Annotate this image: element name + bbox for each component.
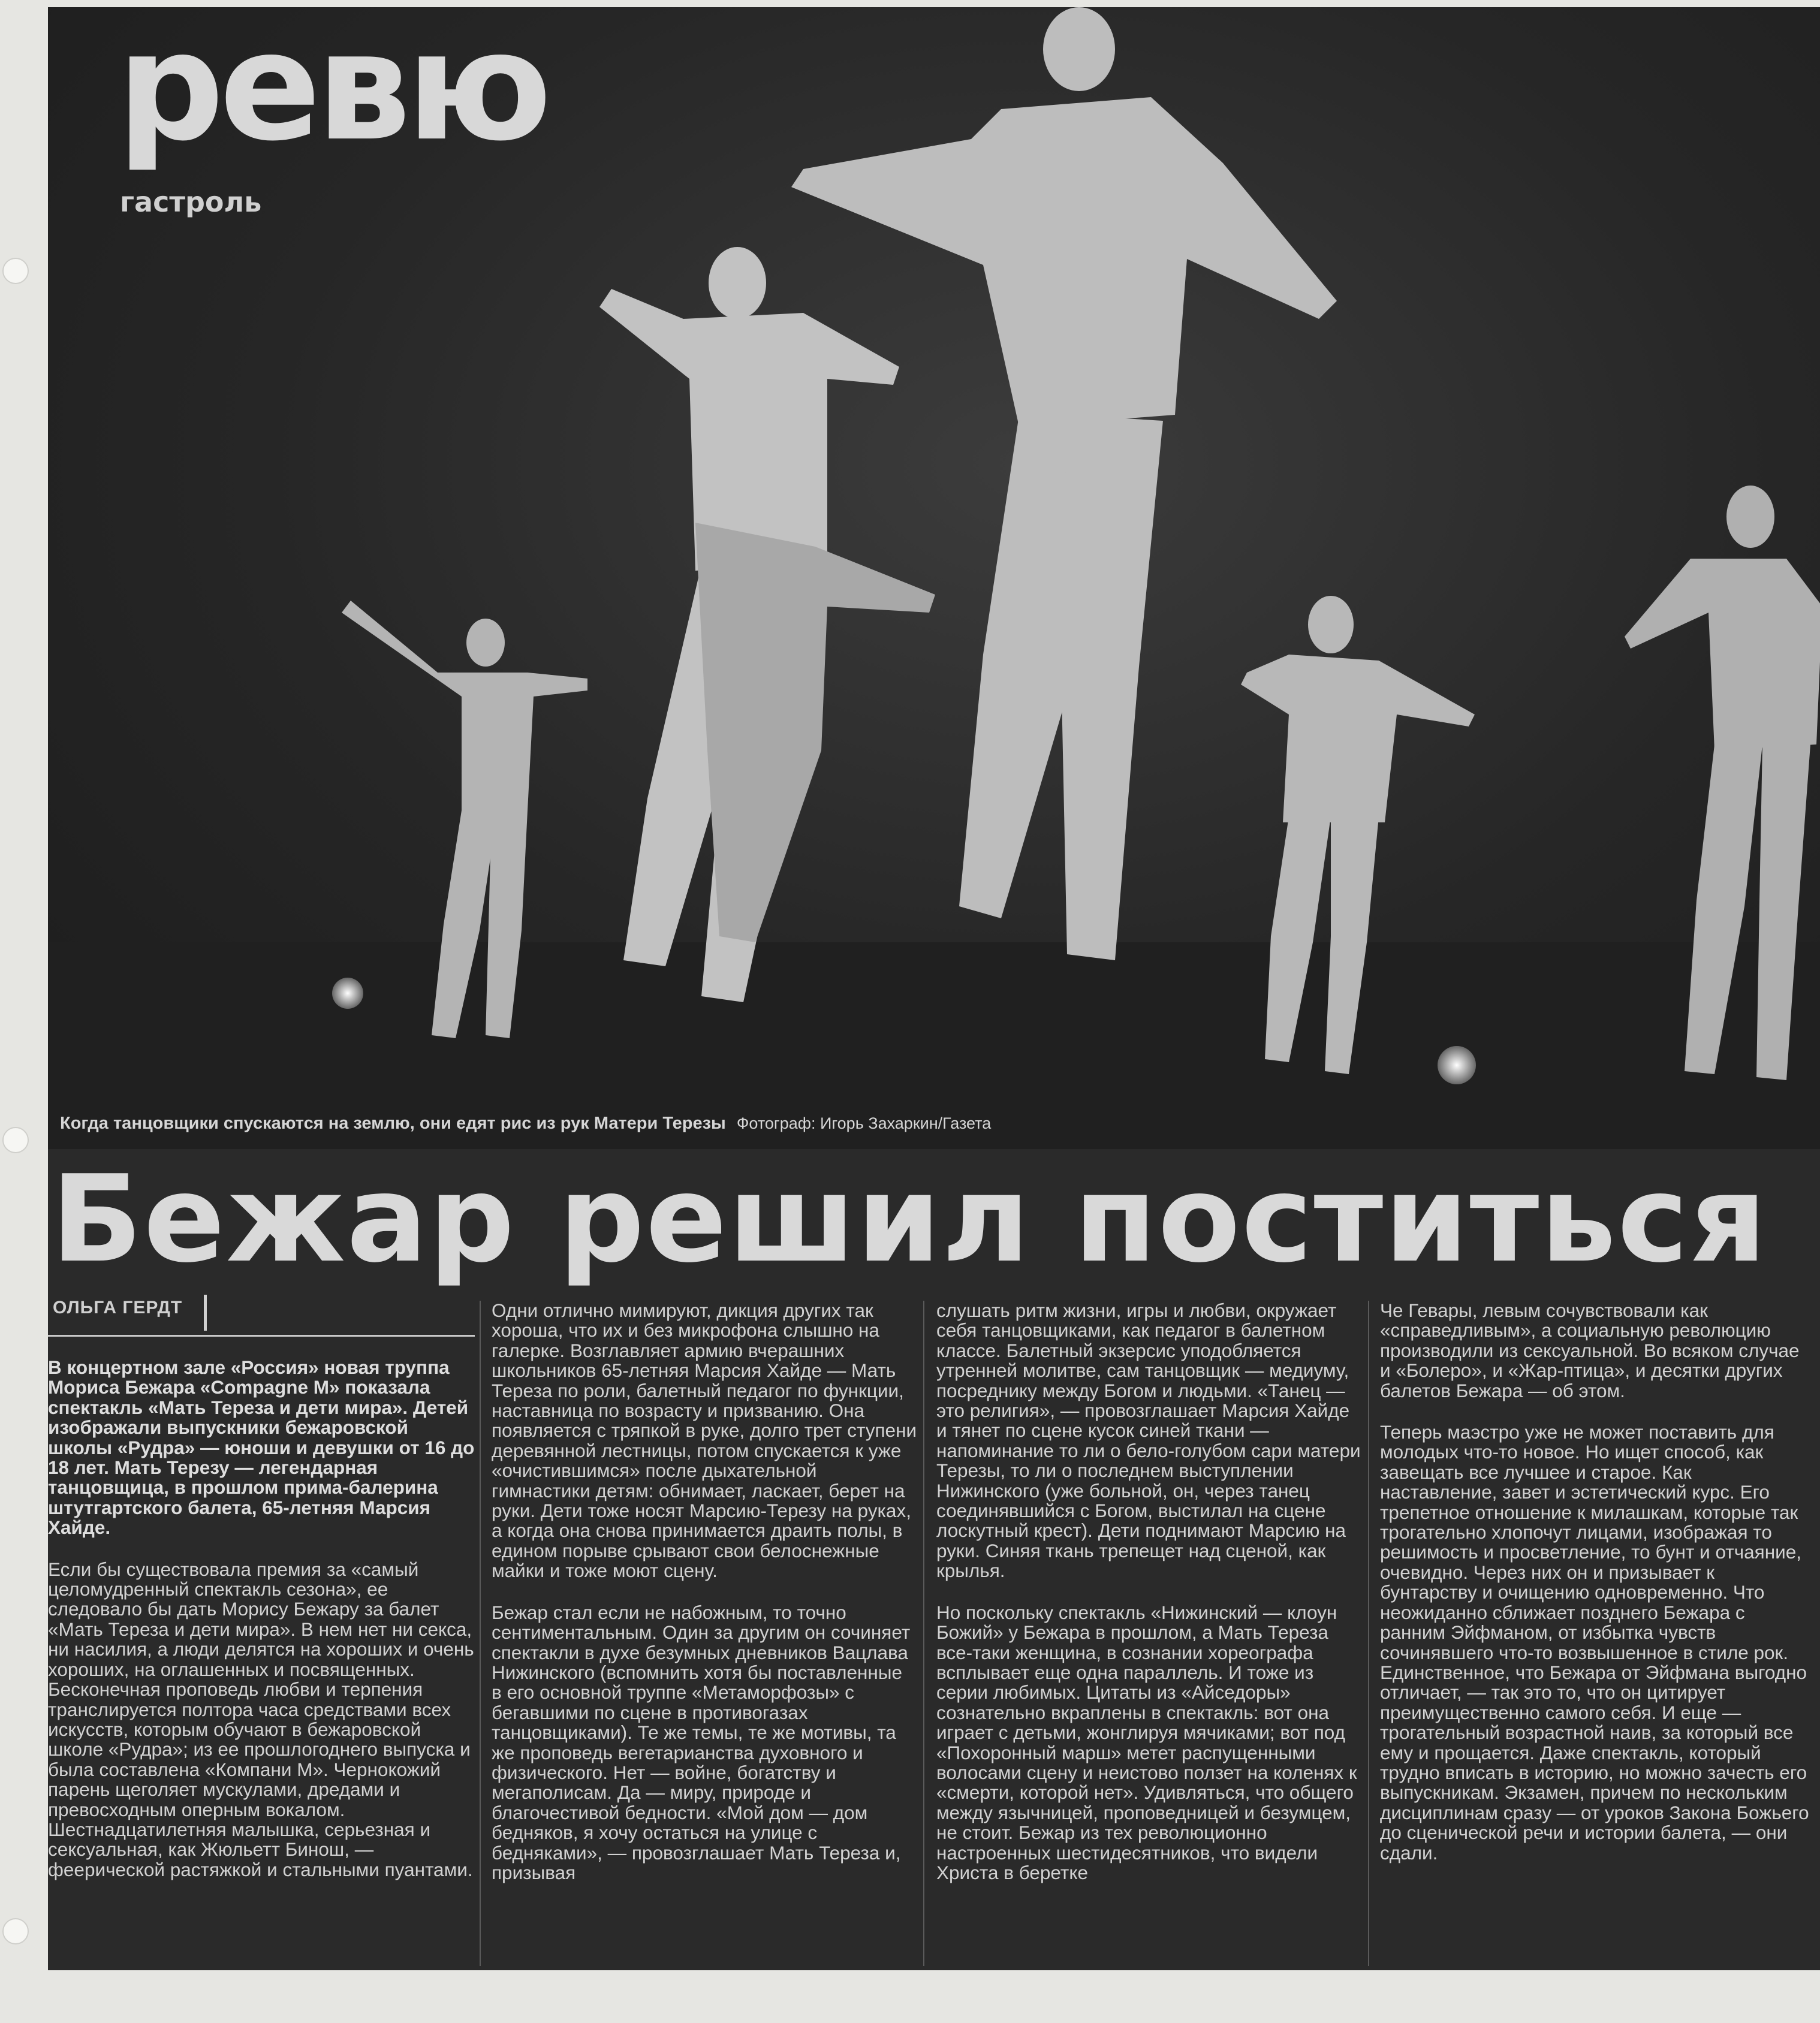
- caption-text: Когда танцовщики спускаются на землю, они едят рис из рук Матери Терезы: [60, 1114, 726, 1133]
- section-title: ревю: [117, 0, 547, 174]
- punch-hole: [2, 1918, 29, 1944]
- stage-ball: [332, 978, 363, 1009]
- article-column-4: [1380, 1301, 1812, 1966]
- byline-rule: [48, 1335, 475, 1337]
- article-column-1: [48, 1358, 475, 2023]
- article-lead: В концертном зале «Россия» новая труппа Мориса Бежара «Compagne M» показала спектакль «Мать Тереза и дети мира». Детей изображали выпускники бежаровской школы «Рудра» — юноши и девушки от 16 до 18 лет. Мать Терезу — легендарная танцовщица, в прошлом прима-балерина штутгартского балета, 65-летняя Марсия Хайде.: [48, 1358, 475, 1539]
- article-paragraph: Че Гевары, левым сочувствовали как «справедливым», а социальную революцию производили из сексуальной. Во всяком случае и «Болеро», и «Жар-птица», и десятки других балетов Бежара — об этом.: [1380, 1301, 1800, 1401]
- dancer-back-middle: [695, 523, 935, 942]
- punch-hole: [2, 1127, 29, 1153]
- article-paragraph: Но поскольку спектакль «Нижинский — клоун Божий» у Бежара в прошлом, а Мать Тереза все-таки женщина, в сознании хореографа всплывает еще одна параллель. И тоже из серии любимых. Цитаты из «Айседоры» сознательно вкраплены в спектакль: вот она играет с детьми, жонглируя мячиками; вот под «Похоронный марш» метет распущенными волосами сцену и неистово ползет на коленях к «смерти, которой нет». Удивляться, что общего между язычницей, проповедницей и безумцем, не стоит. Бежар из тех революционно настроенных шестидесятников, что видели Христа в беретке: [936, 1601, 1357, 1883]
- dancers-silhouettes: [48, 0, 1820, 1149]
- photo-credit: Фотограф: Игорь Захаркин/Газета: [736, 1114, 992, 1132]
- byline: ОЛЬГА ГЕРДТ: [53, 1298, 183, 1317]
- article-paragraph: Теперь маэстро уже не может поставить для молодых что-то новое. Но ищет способ, как завещать все лучшее и старое. Как наставление, завет и эстетический курс. Его трепетное отношение к милашкам, которые так трогательно хлопочут лицами, изображая то решимость и просветление, то бунт и отчаяние, очевидно. Через них он и призывает к бунтарству и очищению одновременно. Что неожиданно сближает позднего Бежара с ранним Эйфманом, от избытка чувств сочинявшего что-то возвышенное в стиле рок. Единственное, что Бежара от Эйфмана выгодно отличает, — так это то, что он цитирует преимущественно самого себя. И еще — трогательный возрастной наив, за который все ему и прощается. Даже спектакль, который трудно вписать в историю, но можно зачесть его выпускникам. Экзамен, причем по нескольким дисциплинам сразу — от уроков Закона Божьего до сценической речи и истории балета, — они сдали.: [1380, 1421, 1809, 1864]
- article-paragraph: Бежар стал если не набожным, то точно сентиментальным. Один за другим он сочиняет спектакли в духе безумных дневников Вацлава Нижинского (вспомнить хотя бы поставленные в его основной труппе «Метаморфозы» с бегавшими по сцене в противогазах танцовщиками). Те же темы, те же мотивы, та же проповедь вегетарианства духовного и физического. Нет — войне, богатству и мегаполисам. Да — миру, природе и благочестивой бедности. «Мой дом — дом бедняков, я хочу остаться на улице с бедняками», — провозглашает Мать Тереза и, призывая: [492, 1601, 911, 1883]
- byline-bar: [204, 1295, 207, 1331]
- article-headline: Бежар решил поститься: [51, 1150, 1768, 1289]
- article-paragraph: Одни отлично мимируют, дикция других так хороша, что их и без микрофона слышно на галерке. Возглавляет армию вчерашних школьников 65-летняя Марсия Хайде — Мать Тереза по роли, балетный педагог по функции, наставница по возрасту и призванию. Она появляется с тряпкой в руке, долго трет ступени деревянной лестницы, потом спускается к уже «очистившимся» после дыхательной гимнастики детям: обнимает, ласкает, берет на руки. Дети тоже носят Марсию-Терезу на руках, а когда она снова принимается драить полы, в едином порыве срывают свои белоснежные майки и тоже моют сцену.: [492, 1301, 917, 1582]
- article-paragraph: слушать ритм жизни, игры и любви, окружает себя танцовщиками, как педагог в балетном классе. Балетный экзерсис уподобляется утренней молитве, сам танцовщик — медиуму, посреднику между Богом и людьми. «Танец — это религия», — провозглашает Марсия Хайде и тянет по сцене кусок синей ткани — напоминание то ли о бело-голубом сари матери Терезы, то ли о последнем выступлении Нижинского (уже больной, он, через танец соединявшийся с Богом, выстилал на сцене лоскутный крест). Дети поднимают Марсию на руки. Синяя ткань трепещет над сценой, как крылья.: [936, 1301, 1361, 1582]
- photo-caption: [60, 1114, 1379, 1133]
- column-divider: [923, 1301, 924, 1966]
- stage-ball: [1438, 1046, 1476, 1084]
- section-rubric: гастроль: [120, 186, 262, 218]
- column-divider: [1368, 1301, 1369, 1966]
- article-column-3: [936, 1301, 1363, 1966]
- dancers-photo: [48, 0, 1820, 1149]
- article-column-2: [492, 1301, 917, 1966]
- article-paragraph: Если бы существовала премия за «самый целомудренный спектакль сезона», ее следовало бы дать Морису Бежару за балет «Мать Тереза и дети мира». В нем нет ни секса, ни насилия, а люди делятся на хороших и очень хороших, на оглашенных и посвященных. Бесконечная проповедь любви и терпения транслируется полтора часа средствами всех искусств, которым обучают в бежаровской школе «Рудра»; из ее прошлогоднего выпуска и была составлена «Компани М». Чернокожий парень щеголяет мускулами, дредами и превосходным оперным вокалом. Шестнадцатилетняя малышка, серьезная и сексуальная, как Жюльетт Бинош, — феерической растяжкой и стальными пуантами.: [48, 1558, 474, 1880]
- punch-hole: [2, 258, 29, 284]
- dancer-center: [791, 7, 1337, 960]
- column-divider: [480, 1301, 481, 1966]
